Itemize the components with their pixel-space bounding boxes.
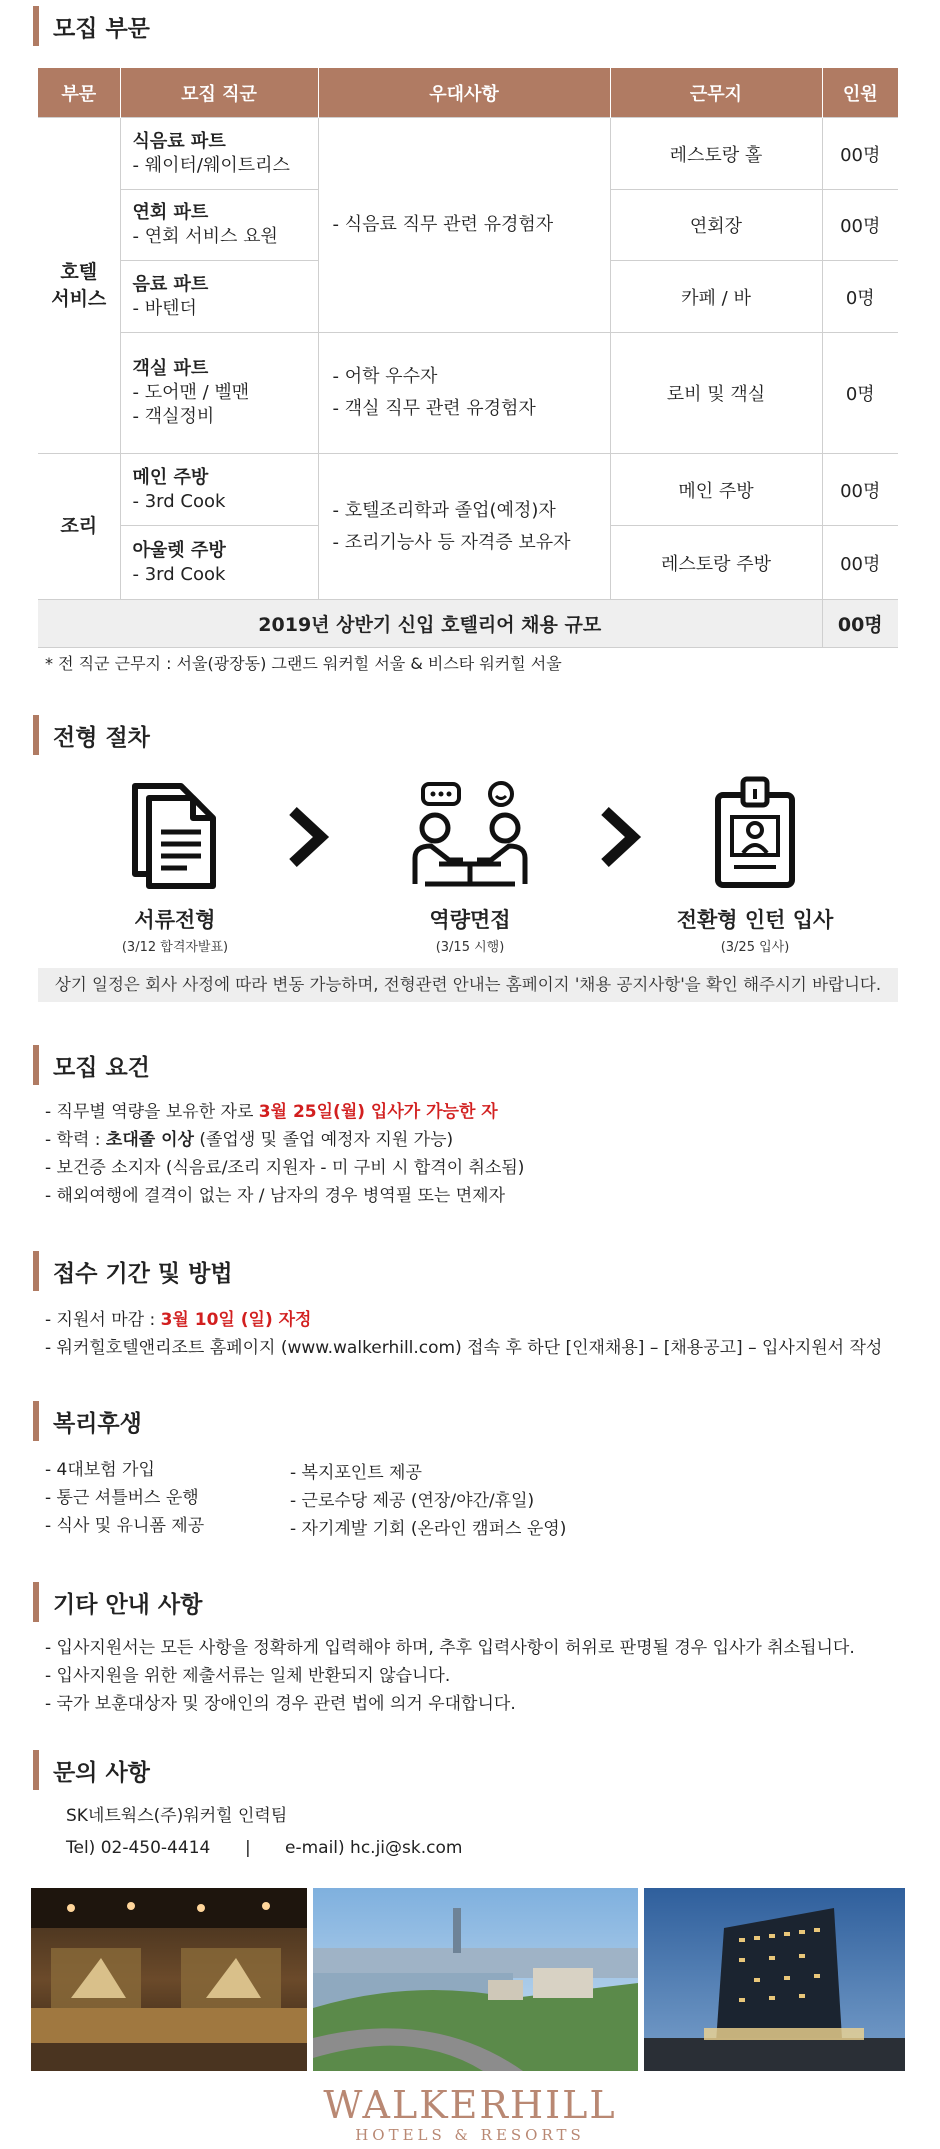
other-list (45, 1634, 855, 1718)
list-item: - 근로수당 제공 (연장/야간/휴일) (290, 1491, 535, 1511)
header-cell: 우대사항 (318, 68, 610, 118)
text: (졸업생 및 졸업 예정자 지원 가능) (193, 1130, 454, 1150)
step-intern-start (660, 775, 850, 955)
position-name: 아울렛 주방 (132, 539, 226, 561)
apply-list (45, 1306, 882, 1362)
position-detail: - 바텐더 (132, 297, 197, 319)
position-cell (120, 333, 318, 454)
position-cell (120, 454, 318, 526)
welfare-list-right (290, 1459, 566, 1543)
section-bar (33, 715, 39, 755)
contact-org: SK네트웍스(주)워커힐 인력팀 (66, 1806, 288, 1826)
list-item: - 보건증 소지자 (식음료/조리 지원자 - 미 구비 시 합격이 취소됨) (45, 1158, 525, 1178)
division-hotel-service (38, 118, 120, 454)
position-name: 객실 파트 (132, 358, 209, 379)
step-date: (3/25 입사) (720, 940, 790, 955)
list-item: - 식사 및 유니폼 제공 (45, 1516, 205, 1536)
welfare-list-left (45, 1456, 204, 1540)
schedule-notice: 상기 일정은 회사 사정에 따라 변동 가능하며, 전형관련 안내는 홈페이지 '채용 공지사항'을 확인 해주시기 바랍니다. (38, 968, 898, 1002)
count-cell: 00명 (822, 526, 898, 600)
walkerhill-logo: WALKERHILL (323, 2083, 617, 2127)
header-cell: 부문 (38, 68, 120, 118)
step-interview (385, 780, 555, 955)
section-bar (33, 1582, 39, 1622)
location-cell: 레스토랑 홀 (610, 118, 822, 190)
section-header-inquiry (33, 1749, 150, 1791)
preference-item: - 조리기능사 등 자격증 보유자 (332, 531, 571, 553)
section-bar (33, 1251, 39, 1291)
contact-separator: | (245, 1838, 251, 1858)
preference-cook (318, 454, 610, 600)
table-row (38, 333, 898, 454)
position-cell (120, 526, 318, 600)
table-header-row (38, 68, 898, 118)
section-header-requirements (33, 1044, 150, 1086)
interview-icon (405, 780, 535, 890)
location-cell: 로비 및 객실 (610, 333, 822, 454)
section-title: 접수 기간 및 방법 (53, 1260, 233, 1287)
highlight-text: 3월 10일 (일) 자정 (160, 1310, 312, 1330)
list-item (45, 1306, 882, 1334)
section-title: 전형 절차 (53, 724, 150, 751)
position-detail: - 3rd Cook (132, 490, 226, 512)
text: - 학력 : (45, 1130, 106, 1150)
list-item (45, 1126, 524, 1154)
section-bar (33, 6, 39, 46)
chevron-right-icon (285, 805, 331, 869)
position-detail: - 객실정비 (132, 406, 215, 427)
contact-email: e-mail) hc.ji@sk.com (285, 1838, 463, 1858)
preference-item: - 식음료 직무 관련 유경험자 (332, 214, 554, 235)
section-bar (33, 1401, 39, 1441)
count-cell: 0명 (822, 333, 898, 454)
document-icon (125, 780, 225, 890)
text: - 직무별 역량을 보유한 자로 (45, 1102, 259, 1122)
recruit-table (38, 68, 898, 648)
requirements-list (45, 1098, 524, 1210)
step-label: 역량면접 (429, 908, 511, 932)
text: - 지원서 마감 : (45, 1310, 161, 1330)
section-title: 기타 안내 사항 (53, 1591, 203, 1618)
position-name: 연회 파트 (132, 202, 209, 223)
step-label: 서류전형 (134, 908, 216, 932)
position-detail: - 3rd Cook (132, 563, 226, 585)
id-badge-icon (710, 775, 800, 890)
position-cell (120, 190, 318, 261)
table-total-row (38, 600, 898, 648)
list-item: - 입사지원서는 모든 사항을 정확하게 입력해야 하며, 추후 입력사항이 허위로 판명될 경우 입사가 취소됩니다. (45, 1638, 855, 1658)
highlight-text: 3월 25일(월) 입사가 가능한 자 (258, 1102, 498, 1122)
section-header-process (33, 714, 150, 756)
table-row (38, 454, 898, 526)
list-item: - 자기계발 기회 (온라인 캠퍼스 운영) (290, 1519, 567, 1539)
header-cell: 인원 (822, 68, 898, 118)
step-document-review (95, 780, 255, 955)
section-title: 복리후생 (53, 1410, 142, 1437)
position-cell (120, 118, 318, 190)
location-cell: 카페 / 바 (610, 261, 822, 333)
preference-fnb (318, 118, 610, 333)
step-date: (3/12 합격자발표) (121, 940, 229, 955)
photo-hotel-lobby (31, 1888, 307, 2071)
location-cell: 연회장 (610, 190, 822, 261)
section-bar (33, 1045, 39, 1085)
total-count: 00명 (822, 600, 898, 648)
location-cell: 메인 주방 (610, 454, 822, 526)
section-header-apply (33, 1250, 233, 1292)
section-header-other (33, 1581, 202, 1623)
list-item (45, 1098, 524, 1126)
position-name: 음료 파트 (132, 273, 209, 295)
list-item: - 통근 셔틀버스 운행 (45, 1488, 199, 1508)
section-header-welfare (33, 1400, 142, 1442)
list-item: - 워커힐호텔앤리조트 홈페이지 (www.walkerhill.com) 접속 후 하단 [인재채용] – [채용공고] – 입사지원서 작성 (45, 1338, 883, 1358)
preference-item: - 객실 직무 관련 유경험자 (332, 398, 536, 419)
worksite-note: * 전 직군 근무지 : 서울(광장동) 그랜드 워커힐 서울 & 비스타 워커힐 서울 (45, 654, 562, 673)
position-detail: - 웨이터/웨이트리스 (132, 154, 290, 176)
header-cell: 근무지 (610, 68, 822, 118)
preference-room (318, 333, 610, 454)
table-row (38, 118, 898, 190)
list-item: - 해외여행에 결격이 없는 자 / 남자의 경우 병역필 또는 면제자 (45, 1186, 506, 1206)
list-item: - 4대보험 가입 (45, 1460, 155, 1480)
section-title: 모집 부문 (53, 15, 150, 42)
position-detail: - 도어맨 / 벨맨 (132, 382, 250, 403)
header-cell: 모집 직군 (120, 68, 318, 118)
photo-city-view (313, 1888, 638, 2071)
list-item: - 복지포인트 제공 (290, 1463, 422, 1483)
position-name: 식음료 파트 (132, 130, 226, 152)
section-header-recruit (33, 5, 150, 47)
step-date: (3/15 시행) (435, 940, 505, 955)
section-title: 문의 사항 (53, 1759, 150, 1786)
chevron-right-icon (597, 805, 643, 869)
count-cell: 00명 (822, 118, 898, 190)
total-label: 2019년 상반기 신입 호텔리어 채용 규모 (38, 600, 822, 648)
section-bar (33, 1750, 39, 1790)
division-label: 호텔 (60, 260, 98, 283)
contact-tel: Tel) 02-450-4414 (66, 1838, 211, 1858)
preference-item: - 어학 우수자 (332, 366, 438, 387)
bold-text: 초대졸 이상 (105, 1130, 194, 1150)
count-cell: 00명 (822, 190, 898, 261)
list-item: - 국가 보훈대상자 및 장애인의 경우 관련 법에 의거 우대합니다. (45, 1694, 516, 1714)
location-cell: 레스토랑 주방 (610, 526, 822, 600)
division-label: 서비스 (51, 287, 107, 310)
step-label: 전환형 인턴 입사 (676, 908, 834, 932)
position-name: 메인 주방 (132, 466, 209, 488)
walkerhill-logo-sub: HOTELS & RESORTS (355, 2126, 585, 2144)
preference-item: - 호텔조리학과 졸업(예정)자 (332, 499, 556, 521)
position-detail: - 연회 서비스 요원 (132, 226, 278, 247)
photo-hotel-building (644, 1888, 905, 2071)
count-cell: 0명 (822, 261, 898, 333)
position-cell (120, 261, 318, 333)
count-cell: 00명 (822, 454, 898, 526)
section-title: 모집 요건 (53, 1054, 150, 1081)
list-item: - 입사지원을 위한 제출서류는 일체 반환되지 않습니다. (45, 1666, 451, 1686)
division-cook: 조리 (38, 454, 120, 600)
